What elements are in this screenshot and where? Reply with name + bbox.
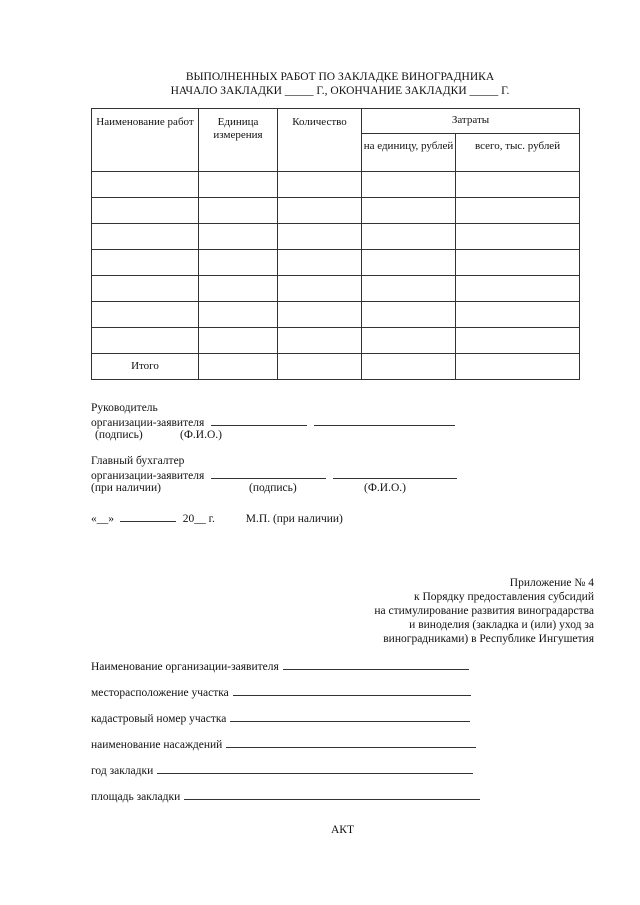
table-total-row: [92, 354, 580, 380]
total-label: Итого: [92, 354, 199, 380]
field-cadastral-line: [230, 710, 470, 722]
appendix-line3: на стимулирование развития виноградарства: [374, 605, 594, 617]
accountant-fio-caption: (Ф.И.О.): [364, 482, 406, 494]
head-sign-line: [211, 414, 307, 426]
date-month-line: [120, 510, 176, 522]
field-org: [91, 658, 469, 674]
field-plantings: [91, 736, 476, 752]
head-org-label: организации-заявителя: [91, 417, 205, 429]
table-row: [92, 172, 580, 198]
report-title-line2: НАЧАЛО ЗАКЛАДКИ _____ Г., ОКОНЧАНИЕ ЗАКЛАДКИ _____ Г.: [170, 85, 510, 97]
works-table: [91, 108, 580, 380]
field-cadastral-label: кадастровый номер участка: [91, 713, 227, 725]
accountant-title: Главный бухгалтер: [91, 455, 185, 467]
appendix-line4: и виноделия (закладка и (или) уход за: [409, 619, 594, 631]
appendix-number: Приложение № 4: [509, 577, 594, 589]
header-quantity: Количество: [278, 109, 362, 172]
accountant-org-label: организации-заявителя: [91, 470, 205, 482]
head-org-line: [91, 414, 455, 430]
date-line: [91, 510, 343, 526]
field-area-label: площадь закладки: [91, 791, 181, 803]
head-sign-caption: (подпись): [95, 429, 143, 441]
field-cadastral: [91, 710, 470, 726]
header-work-name: Наименование работ: [92, 109, 199, 172]
field-org-label: Наименование организации-заявителя: [91, 661, 279, 673]
table-row: [92, 250, 580, 276]
field-area-line: [184, 788, 480, 800]
table-row: [92, 328, 580, 354]
field-plantings-line: [226, 736, 476, 748]
field-year: [91, 762, 473, 778]
table-row: [92, 276, 580, 302]
table-row: [92, 302, 580, 328]
field-location-line: [233, 684, 471, 696]
field-year-line: [157, 762, 473, 774]
table-row: [92, 224, 580, 250]
header-total: всего, тыс. рублей: [456, 134, 580, 172]
head-fio-caption: (Ф.И.О.): [180, 429, 222, 441]
report-title-line1: ВЫПОЛНЕННЫХ РАБОТ ПО ЗАКЛАДКЕ ВИНОГРАДНИКА: [185, 71, 495, 83]
accountant-sign-caption: (подпись): [249, 482, 297, 494]
appendix-line5: виноградниками) в Республике Ингушетия: [383, 633, 594, 645]
act-title: АКТ: [331, 824, 354, 836]
field-year-label: год закладки: [91, 765, 154, 777]
field-location: [91, 684, 471, 700]
head-fio-line: [314, 414, 455, 426]
accountant-note: (при наличии): [91, 482, 161, 494]
appendix-line2: к Порядку предоставления субсидий: [414, 591, 594, 603]
header-per-unit: на единицу, рублей: [362, 134, 456, 172]
head-title: Руководитель: [91, 402, 158, 414]
date-year: 20__ г.: [182, 513, 215, 525]
header-costs: Затраты: [362, 109, 580, 134]
field-location-label: месторасположение участка: [91, 687, 229, 699]
table-row: [92, 198, 580, 224]
header-unit: Единица измерения: [199, 109, 278, 172]
stamp-note: М.П. (при наличии): [245, 513, 343, 525]
accountant-fio-line: [333, 467, 457, 479]
appendix-block: [374, 576, 594, 646]
field-plantings-label: наименование насаждений: [91, 739, 223, 751]
accountant-sign-line: [211, 467, 326, 479]
date-day: «__»: [91, 513, 114, 525]
field-area: [91, 788, 480, 804]
field-org-line: [283, 658, 469, 670]
